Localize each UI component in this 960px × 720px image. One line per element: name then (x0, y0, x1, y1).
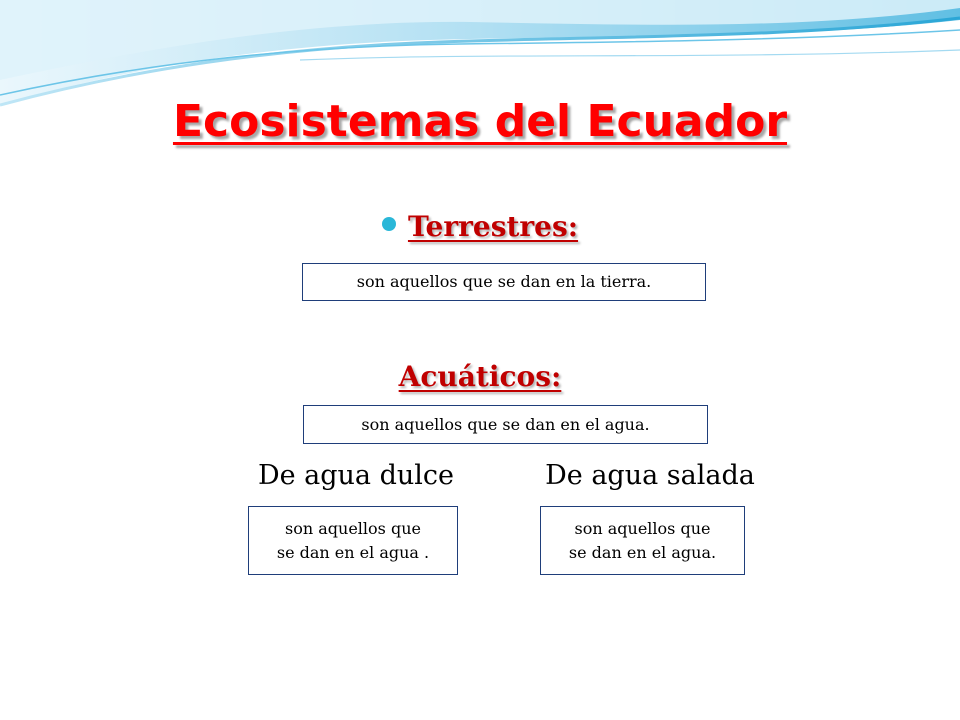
terrestres-description: son aquellos que se dan en la tierra. (356, 272, 652, 292)
terrestres-heading-row (0, 210, 960, 243)
slide-title: Ecosistemas del Ecuador (172, 96, 788, 147)
agua-dulce-description-line1: son aquellos que (285, 519, 421, 539)
agua-dulce-description-box (248, 506, 458, 575)
acuaticos-description: son aquellos que se dan en el agua. (361, 414, 650, 434)
agua-salada-description-box (540, 506, 745, 575)
agua-salada-description-line2: se dan en el agua. (568, 542, 717, 562)
acuaticos-heading-row (0, 360, 960, 393)
agua-salada-description-line1: son aquellos que (574, 519, 711, 539)
agua-dulce-description-line2: se dan en el agua . (276, 542, 430, 562)
bullet-icon (382, 217, 396, 231)
terrestres-heading: Terrestres: (407, 210, 579, 243)
agua-dulce-heading: De agua dulce (257, 460, 455, 491)
terrestres-description-box (302, 263, 706, 301)
agua-salada-heading: De agua salada (545, 460, 755, 491)
acuaticos-heading: Acuáticos: (398, 360, 562, 393)
acuaticos-description-box (303, 405, 708, 444)
